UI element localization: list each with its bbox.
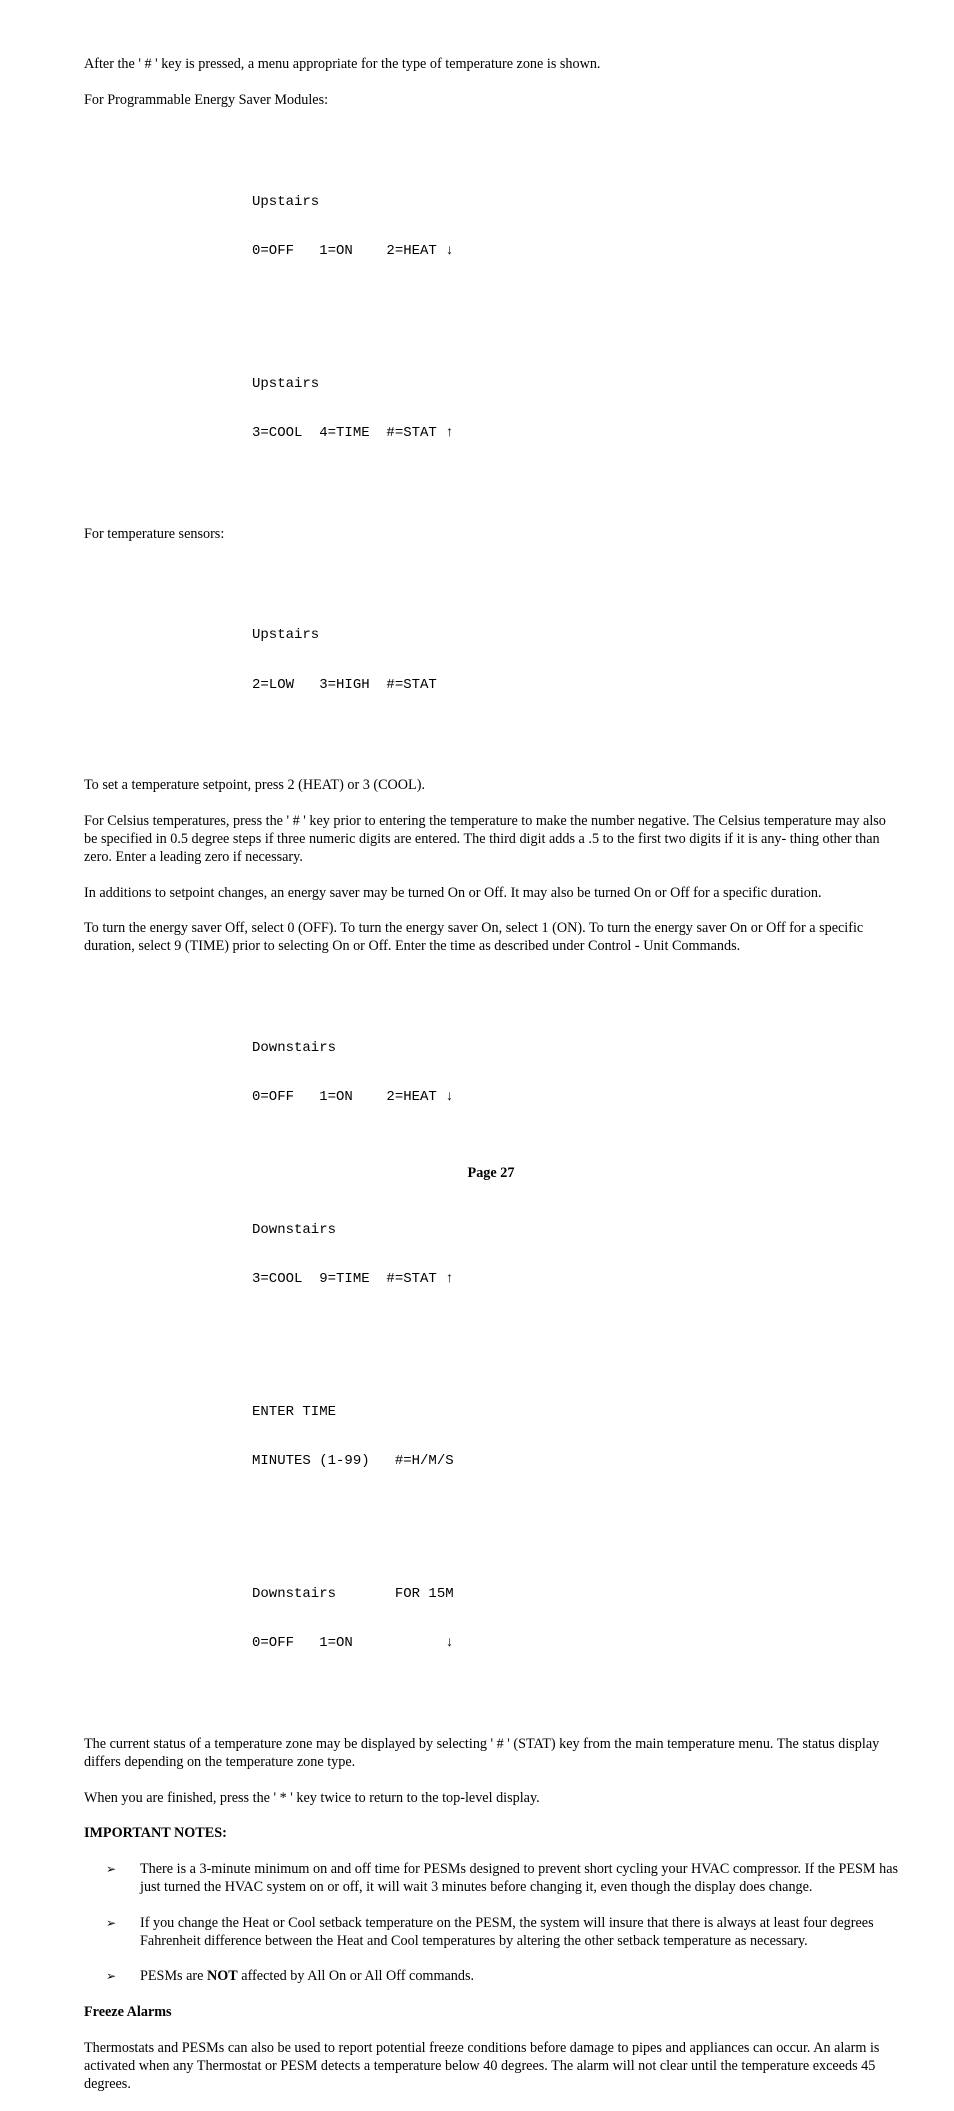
- display-screen: [252, 161, 898, 293]
- freeze-alarms-heading: Freeze Alarms: [84, 2004, 172, 2021]
- display-screen: [252, 1007, 898, 1139]
- display-line: Downstairs: [252, 1039, 337, 1056]
- display-line: 0=OFF 1=ON 2=HEAT ↓: [252, 1089, 454, 1106]
- display-screen: [252, 343, 898, 475]
- intro-paragraph: After the ' # ' key is pressed, a menu appropriate for the type of temperature zone is shown.: [84, 56, 601, 72]
- display-line: Downstairs: [252, 1221, 337, 1238]
- display-line: Upstairs: [252, 627, 320, 644]
- freeze-alarms-paragraph: Thermostats and PESMs can also be used to report potential freeze conditions before damage to pipes and appliances can occur. An alarm is activated when any Thermostat or PESM detects a temperature below 40 degrees. The alarm will not clear until the temperature exceeds 45 degrees.: [84, 2039, 880, 2092]
- important-notes-heading: IMPORTANT NOTES:: [84, 1825, 227, 1842]
- display-line: Downstairs FOR 15M: [252, 1585, 454, 1602]
- display-line: 0=OFF 1=ON 2=HEAT ↓: [252, 243, 454, 260]
- display-line: Upstairs: [252, 193, 320, 210]
- document-page: [84, 56, 898, 2111]
- setpoint-paragraph: To set a temperature setpoint, press 2 (HEAT) or 3 (COOL).: [84, 777, 425, 794]
- status-paragraph: The current status of a temperature zone may be displayed by selecting ' # ' (STAT) key from the main temperature menu. The status display differs depending on the temperature zone type.: [84, 1735, 880, 1770]
- celsius-paragraph: For Celsius temperatures, press the ' # ' key prior to entering the temperature to make the number negative. The Celsius temperature may also be specified in 0.5 degree steps if three numeric digits are entered. The third digit adds a .5 to the first two digits if it is any- thing other than zero. Enter a leading zero if necessary.: [84, 813, 886, 865]
- display-screen: [252, 1553, 898, 1685]
- onoff-display-examples: [252, 974, 898, 1736]
- list-item: [84, 1915, 898, 1951]
- note-text: There is a 3-minute minimum on and off time for PESMs designed to prevent short cycling your HVAC compressor. If the PESM has just turned the HVAC system on or off, it will wait 3 minutes before changing it, even though the display does change.: [140, 1861, 899, 1895]
- pesm-label: For Programmable Energy Saver Modules:: [84, 91, 329, 108]
- sensor-label: For temperature sensors:: [84, 525, 225, 542]
- on-off-paragraph: In additions to setpoint changes, an energy saver may be turned On or Off. It may also be turned On or Off for a specific duration.: [84, 884, 822, 901]
- display-line: 0=OFF 1=ON ↓: [252, 1635, 454, 1652]
- display-line: 3=COOL 4=TIME #=STAT ↑: [252, 425, 454, 442]
- page-number: Page 27: [467, 1165, 515, 1181]
- pesm-display-examples: [252, 128, 898, 526]
- list-item: [84, 1968, 898, 1986]
- list-item: [84, 1861, 898, 1897]
- display-screen: [252, 1189, 898, 1321]
- note-emphasis: NOT: [207, 1968, 238, 1985]
- display-line: MINUTES (1-99) #=H/M/S: [252, 1453, 454, 1470]
- display-screen: [252, 1371, 898, 1503]
- sensor-display-examples: [252, 561, 898, 777]
- note-text-end: affected by All On or All Off commands.: [237, 1968, 475, 1985]
- arrow-bullet-icon: ➢: [106, 1915, 117, 1930]
- display-line: Upstairs: [252, 375, 320, 392]
- arrow-bullet-icon: ➢: [106, 1862, 117, 1877]
- display-screen: [252, 594, 898, 726]
- display-line: ENTER TIME: [252, 1403, 337, 1420]
- display-line: 2=LOW 3=HIGH #=STAT: [252, 676, 437, 693]
- note-text-start: PESMs are: [140, 1968, 207, 1985]
- arrow-bullet-icon: ➢: [106, 1969, 117, 1984]
- important-notes-list: [84, 1861, 898, 1986]
- duration-paragraph: To turn the energy saver Off, select 0 (OFF). To turn the energy saver On, select 1 (ON). To turn the energy saver On or Off for a specific duration, select 9 (TIME) prior to selecting On or Off. Enter the time as described under Control - Unit Commands.: [84, 920, 864, 955]
- finish-paragraph: When you are finished, press the ' * ' key twice to return to the top-level display.: [84, 1789, 540, 1806]
- note-text: If you change the Heat or Cool setback temperature on the PESM, the system will insure that there is always at least four degrees Fahrenheit difference between the Heat and Cool temperatures by altering the other setback temperature as necessary.: [140, 1914, 874, 1949]
- display-line: 3=COOL 9=TIME #=STAT ↑: [252, 1271, 454, 1288]
